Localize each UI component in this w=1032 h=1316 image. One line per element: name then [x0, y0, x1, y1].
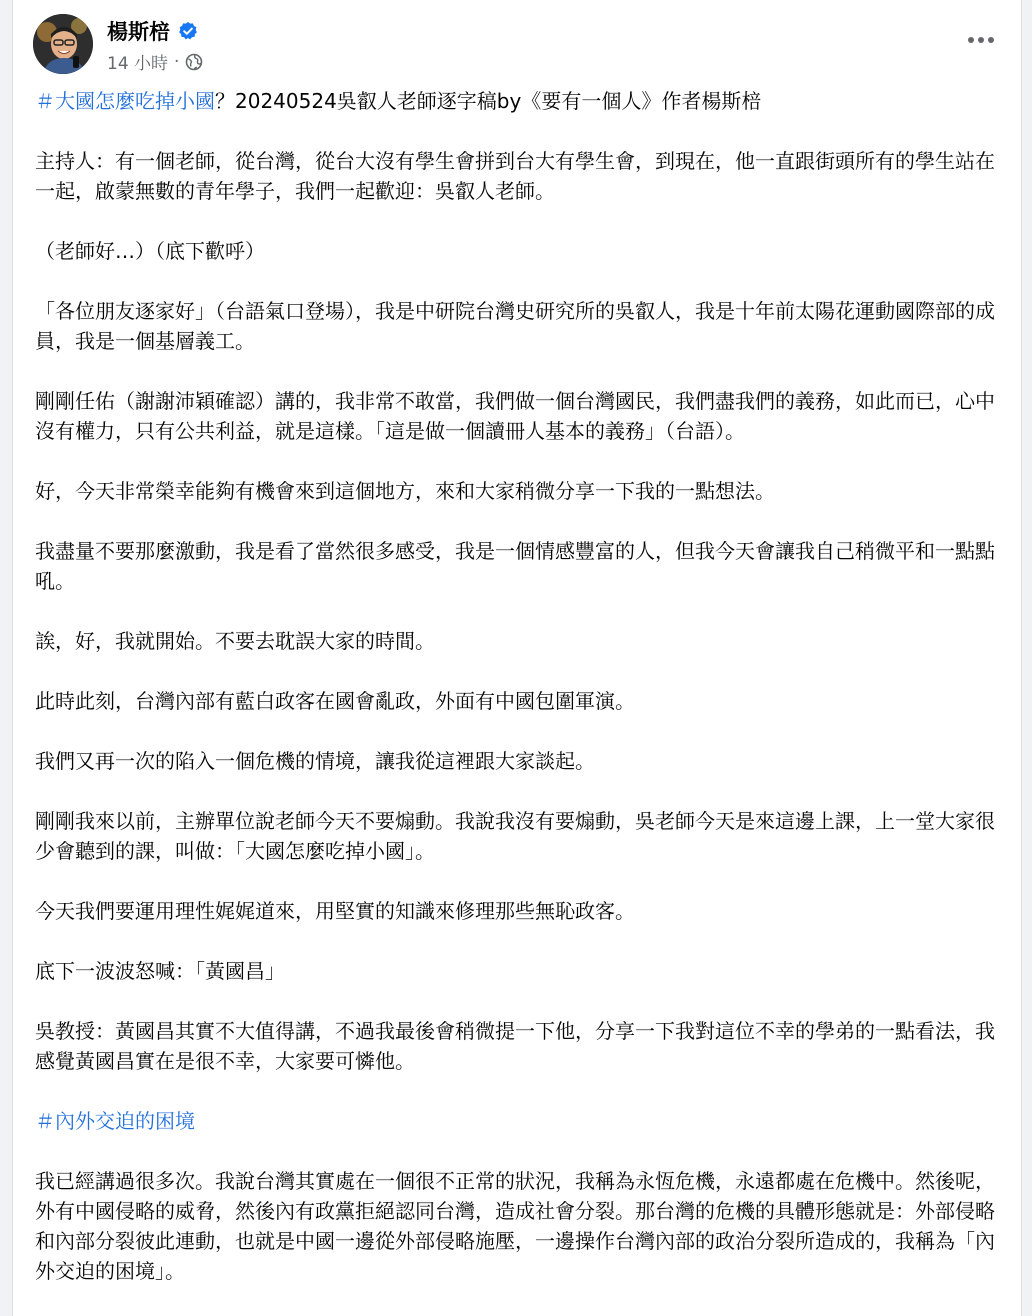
author-avatar[interactable]	[33, 14, 93, 74]
post-paragraph: 我已經講過很多次。我說台灣其實處在一個很不正常的狀況，我稱為永恆危機，永遠都處在危機中。然後呢，外有中國侵略的威脅，然後內有政黨拒絕認同台灣，造成社會分裂。那台灣的危機的具體形態就是：外部侵略和內部分裂彼此連動，也就是中國一邊從外部侵略施壓，一邊操作台灣內部的政治分裂所造成的，我稱為「內外交迫的困境」。	[35, 1169, 995, 1283]
post-header	[33, 14, 1003, 78]
post-paragraph: 好，今天非常榮幸能夠有機會來到這個地方，來和大家稍微分享一下我的一點想法。	[35, 479, 775, 503]
post-paragraph: 吳教授：黃國昌其實不大值得講，不過我最後會稍微提一下他，分享一下我對這位不幸的學弟的一點看法，我感覺黃國昌實在是很不幸，大家要可憐他。	[35, 1019, 995, 1073]
author-row	[107, 16, 203, 46]
post-paragraph: 剛剛我來以前，主辦單位說老師今天不要煽動。我說我沒有要煽動，吳老師今天是來這邊上課，上一堂大家很少會聽到的課，叫做：「大國怎麼吃掉小國」。	[35, 809, 995, 863]
post-title	[35, 86, 1007, 116]
more-dot	[978, 37, 984, 43]
more-dot	[988, 37, 994, 43]
author-block	[107, 16, 203, 74]
post-card	[12, 0, 1022, 1316]
author-name[interactable]: 楊斯棓	[107, 20, 170, 44]
post-paragraph: 主持人：有一個老師，從台灣，從台大沒有學生會拼到台大有學生會，到現在，他一直跟街頭所有的學生站在一起，啟蒙無數的青年學子，我們一起歡迎：吳叡人老師。	[35, 149, 995, 203]
verified-badge-icon	[178, 21, 198, 41]
post-paragraph: 我盡量不要那麼激動，我是看了當然很多感受，我是一個情感豐富的人，但我今天會讓我自己稍微平和一點點吼。	[35, 539, 995, 593]
post-title-text: ？20240524吳叡人老師逐字稿by《要有一個人》作者楊斯棓	[215, 89, 762, 113]
post-timestamp[interactable]: 14 小時	[107, 54, 169, 74]
meta-separator: ·	[174, 51, 180, 72]
post-paragraph: （老師好…）（底下歡呼）	[35, 239, 265, 263]
post-body	[35, 86, 1007, 1316]
more-dot	[968, 37, 974, 43]
more-options-icon[interactable]	[963, 28, 999, 52]
section-heading	[35, 1106, 1007, 1136]
post-meta	[107, 49, 203, 74]
post-paragraph: 誒，好，我就開始。不要去耽誤大家的時間。	[35, 629, 435, 653]
globe-icon[interactable]	[185, 53, 203, 71]
post-paragraph: 剛剛任佑（謝謝沛穎確認）講的，我非常不敢當，我們做一個台灣國民，我們盡我們的義務，如此而已，心中沒有權力，只有公共利益，就是這樣。「這是做一個讀冊人基本的義務」（台語）。	[35, 389, 995, 443]
hashtag-link[interactable]: ＃大國怎麼吃掉小國	[35, 89, 215, 113]
post-paragraph: 今天我們要運用理性娓娓道來，用堅實的知識來修理那些無恥政客。	[35, 899, 635, 923]
post-paragraph: 我們又再一次的陷入一個危機的情境，讓我從這裡跟大家談起。	[35, 749, 595, 773]
post-paragraph: 「各位朋友逐家好」（台語氣口登場），我是中研院台灣史研究所的吳叡人，我是十年前太陽花運動國際部的成員，我是一個基層義工。	[35, 299, 995, 353]
post-paragraph: 底下一波波怒喊：「黃國昌」	[35, 959, 285, 983]
avatar-image	[33, 14, 93, 74]
hashtag-link[interactable]: ＃內外交迫的困境	[35, 1109, 195, 1133]
post-paragraph: 此時此刻，台灣內部有藍白政客在國會亂政，外面有中國包圍軍演。	[35, 689, 635, 713]
